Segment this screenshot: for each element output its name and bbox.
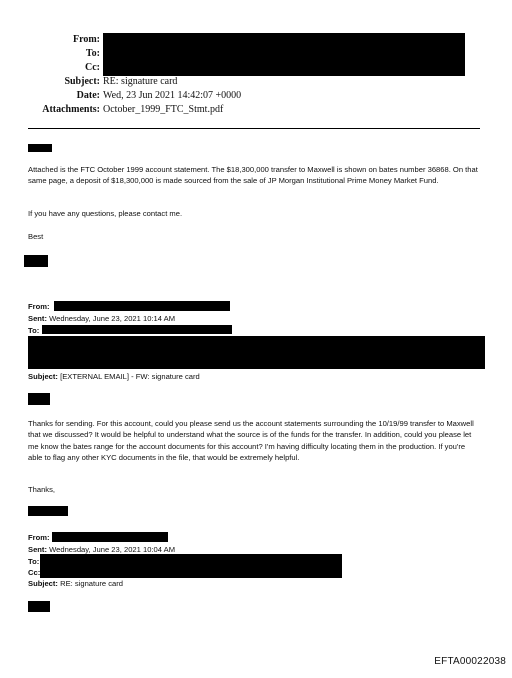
quoted2-cc-label: Cc:	[28, 568, 41, 577]
message-closing: Best	[28, 232, 44, 241]
from-label: From:	[72, 34, 100, 45]
message-paragraph: If you have any questions, please contact me.	[28, 209, 183, 218]
quoted-sent-line	[28, 314, 175, 323]
message-paragraph: Attached is the FTC October 1999 account statement. The $18,300,000 transfer to Maxwell is shown on bates number 36868. On that same page, a deposit of $18,300,000 is made sourced from the sale of JP Morgan Institutional Prime Money Market Fund.	[28, 165, 478, 186]
quoted-body: Thanks for sending. For this account, could you please send us the account statements surrounding the 10/19/99 transfer to Maxwell that we discussed? It would be helpful to understand what the source is of the funds for the transfer. In addition, could you please let me know the bates range for the account documents for this account? I'm having difficulty locating them in the production. If you're able to flag any other KYC documents in the file, that would be extremely helpful.	[28, 419, 474, 462]
redacted-quoted-signature	[28, 506, 68, 516]
quoted-to-label: To:	[28, 326, 40, 335]
redacted-from	[103, 33, 465, 46]
redacted-quoted-salutation	[28, 393, 50, 405]
attachments-label: Attachments:	[42, 104, 100, 115]
redacted-quoted2-salutation	[28, 601, 50, 612]
redacted-quoted-from	[54, 301, 230, 311]
quoted-from-label: From:	[28, 302, 50, 311]
subject-value: RE: signature card	[103, 76, 178, 87]
sent-value: Wednesday, June 23, 2021 10:04 AM	[49, 545, 176, 554]
date-value: Wed, 23 Jun 2021 14:42:07 +0000	[103, 90, 242, 101]
subject-value: RE: signature card	[60, 579, 123, 588]
subject-label: Subject:	[28, 579, 58, 588]
quoted-closing: Thanks,	[28, 485, 56, 494]
sent-label: Sent:	[28, 545, 47, 554]
sent-label: Sent:	[28, 314, 47, 323]
quoted-subject-line	[28, 372, 200, 381]
redacted-salutation	[28, 144, 52, 152]
to-label: To:	[85, 48, 100, 59]
cc-label: Cc:	[85, 62, 100, 73]
header-divider	[28, 128, 480, 129]
redacted-quoted2-recipients	[40, 554, 342, 578]
subject-label: Subject:	[28, 372, 58, 381]
redacted-quoted-to-block	[28, 336, 485, 369]
redacted-quoted2-from	[52, 532, 168, 542]
quoted2-subject-line	[28, 579, 123, 588]
quoted2-from-label: From:	[28, 533, 50, 542]
quoted2-to-label: To:	[28, 557, 40, 566]
quoted2-sent-line	[28, 545, 175, 554]
subject-label: Subject:	[64, 76, 100, 87]
subject-value: [EXTERNAL EMAIL] - FW: signature card	[60, 372, 200, 381]
sent-value: Wednesday, June 23, 2021 10:14 AM	[49, 314, 176, 323]
redacted-quoted-to	[42, 325, 232, 334]
date-label: Date:	[76, 90, 100, 101]
bates-number: EFTA00022038	[434, 656, 506, 667]
redacted-signature	[24, 255, 48, 267]
redacted-to	[103, 46, 465, 60]
redacted-cc	[103, 60, 465, 76]
attachments-value[interactable]: October_1999_FTC_Stmt.pdf	[103, 104, 224, 115]
